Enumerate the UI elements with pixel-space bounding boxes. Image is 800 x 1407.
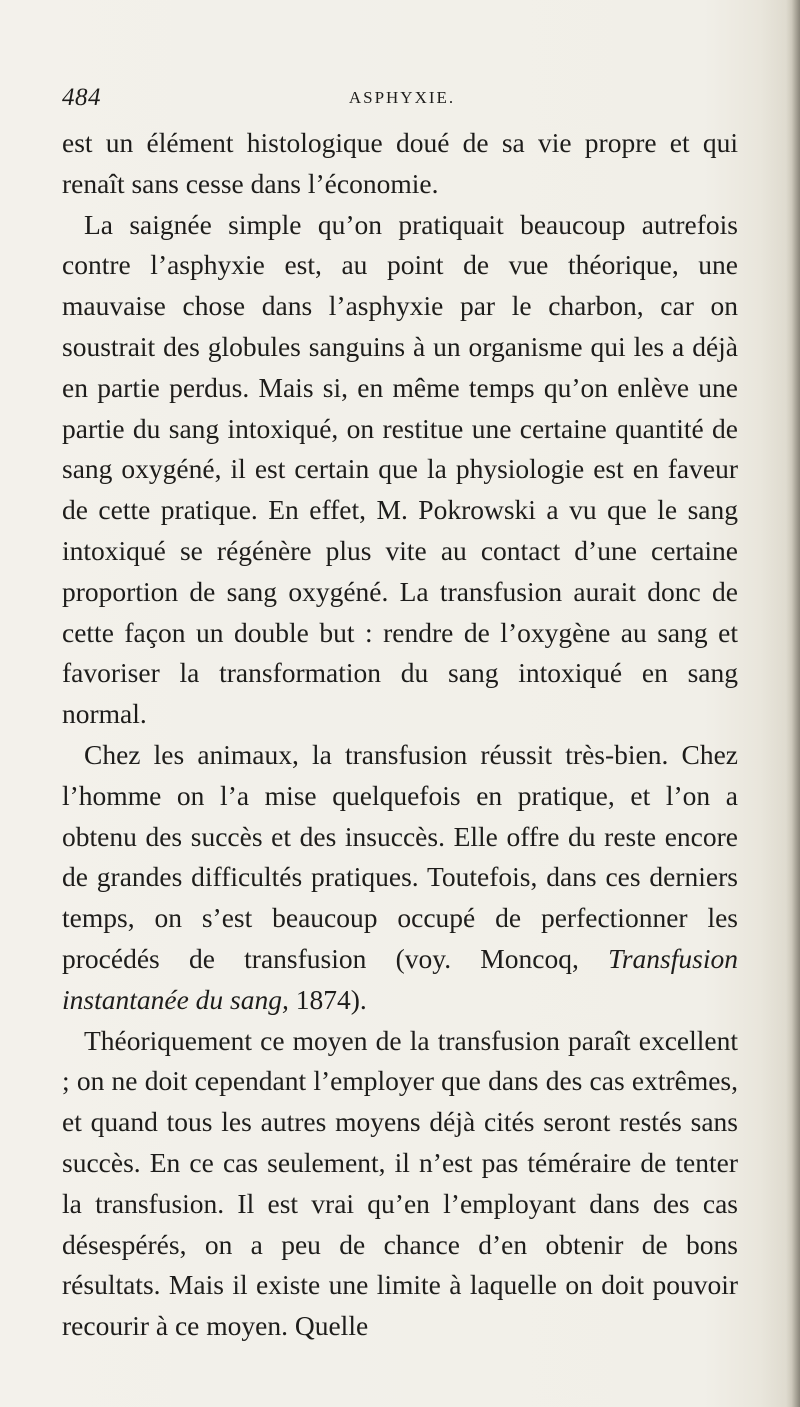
reference-title: Transfusion instantanée du sang,: [62, 942, 738, 1015]
body-text: [62, 123, 738, 1347]
page-edge-shadow: [786, 0, 800, 1407]
paragraph-theorie: Théoriquement ce moyen de la transfusion paraît excellent ; on ne doit cependant l’employer que dans des cas extrêmes, et quand tous les autres moyens déjà cités seront restés sans succès. En ce cas seulement, il n’est pas téméraire de tenter la transfusion. Il est vrai qu’en l’employant dans des cas désespérés, on a peu de chance d’en obtenir de bons résultats. Mais il existe une limite à laquelle on doit pouvoir recourir à ce moyen. Quelle: [62, 1024, 738, 1342]
paragraph-saignee: La saignée simple qu’on pratiquait beaucoup autrefois contre l’asphyxie est, au point de vue théorique, une mauvaise chose dans l’asphyxie par le charbon, car on soustrait des globules sanguins à un organisme qui les a déjà en partie perdus. Mais si, en même temps qu’on enlève une partie du sang intoxiqué, on restitue une certaine quantité de sang oxygéné, il est certain que la physiologie est en faveur de cette pratique. En effet, M. Pokrowski a vu que le sang intoxiqué se régénère plus vite au contact d’une certaine proportion de sang oxygéné. La transfusion aurait donc de cette façon un double but : rendre de l’oxygène au sang et favoriser la transformation du sang intoxiqué en sang normal.: [62, 208, 738, 730]
page-number: 484: [62, 84, 101, 111]
reference-year: 1874).: [295, 983, 367, 1015]
paragraph-transfusion: [62, 735, 738, 1021]
page-header: [62, 84, 742, 114]
running-title: ASPHYXIE.: [348, 88, 456, 107]
paragraph-continuation: est un élément histologique doué de sa vie propre et qui renaît sans cesse dans l’économie.: [62, 127, 738, 199]
paragraph-transfusion-text: Chez les animaux, la transfusion réussit très-bien. Chez l’homme on l’a mise quelquefois en pratique, et l’on a obtenu des succès et des insuccès. Elle offre du reste encore de grandes difficultés pratiques. Toutefois, dans ces derniers temps, on s’est beaucoup occupé de perfectionner les procédés de transfusion (voy. Moncoq,: [62, 738, 738, 974]
